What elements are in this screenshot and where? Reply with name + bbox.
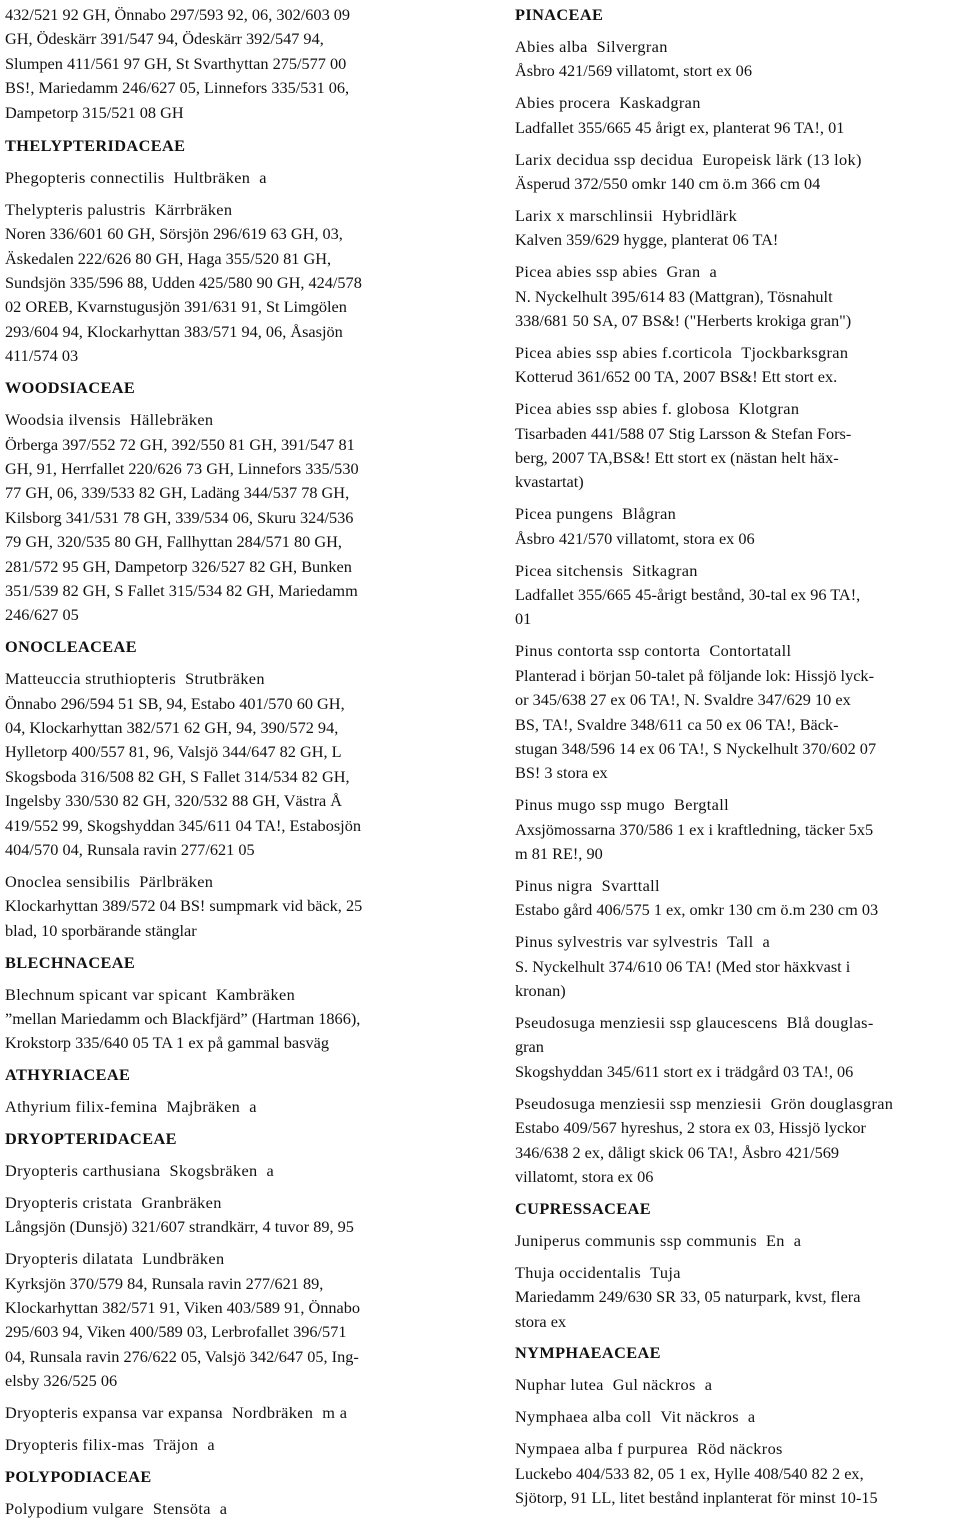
species-latin-name: Phegopteris connectilis (5, 167, 165, 187)
locality-line: Ladfallet 355/665 45 årigt ex, planterat 96 TA!, 01 (515, 117, 845, 137)
species-swedish-name: Hultbräken (173, 167, 251, 187)
species-entry (515, 1261, 955, 1334)
species-swedish-name: Träjon (153, 1435, 199, 1455)
species-header (515, 341, 955, 365)
locality-line: Kilsborg 341/531 78 GH, 339/534 06, Skuru 324/536 (5, 507, 354, 527)
species-latin-name: Dryopteris carthusiana (5, 1160, 161, 1180)
locality-line: 77 GH, 06, 339/533 82 GH, Ladäng 344/537 78 GH, (5, 483, 350, 503)
family-heading: WOODSIACEAE (5, 378, 136, 398)
locality-line: 04, Klockarhyttan 382/571 62 GH, 94, 390/572 94, (5, 717, 339, 737)
locality-line: 338/681 50 SA, 07 BS&! ("Herberts krokiga gran") (515, 310, 852, 330)
family-heading: NYMPHAEACEAE (515, 1343, 661, 1363)
locality-line: Åsbro 421/569 villatomt, stort ex 06 (515, 61, 752, 81)
species-entry (5, 166, 475, 190)
locality-line: 281/572 95 GH, Dampetorp 326/527 82 GH, Bunken (5, 556, 352, 576)
species-header (515, 639, 955, 663)
species-entry (515, 148, 955, 197)
family-heading: PINACEAE (515, 5, 604, 24)
species-latin-name: Larix decidua ssp decidua (515, 149, 694, 169)
species-swedish-name: Vit näckros (660, 1407, 739, 1427)
locality-line: Mariedamm 249/630 SR 33, 05 naturpark, kvst, flera (515, 1287, 861, 1307)
species-swedish-name: Kaskadgran (619, 93, 701, 113)
species-entry (515, 502, 955, 551)
locality-line: Kotterud 361/652 00 TA, 2007 BS&! Ett stort ex. (515, 367, 838, 387)
locality-line: Åsbro 421/570 villatomt, stora ex 06 (515, 528, 755, 548)
locality-line: elsby 326/525 06 (5, 1371, 118, 1391)
locality-line: Luckebo 404/533 82, 05 1 ex, Hylle 408/540 82 2 ex, (515, 1463, 864, 1483)
species-swedish-name: Contortatall (709, 641, 792, 661)
species-entry (515, 91, 955, 140)
species-header (515, 204, 955, 228)
species-entry (515, 1229, 955, 1253)
species-header (515, 1011, 955, 1035)
right-column (515, 3, 955, 1518)
species-header (5, 1401, 475, 1425)
locality-line: 79 GH, 320/535 80 GH, Fallhyttan 284/571 80 GH, (5, 532, 342, 552)
locality-line: Sundsjön 335/596 88, Udden 425/580 90 GH, 424/578 (5, 273, 362, 293)
species-header (5, 870, 475, 894)
species-header (5, 1497, 475, 1521)
family-heading: CUPRESSACEAE (515, 1198, 651, 1218)
species-header (5, 983, 475, 1007)
species-latin-name: Thuja occidentalis (515, 1262, 642, 1282)
species-header (515, 874, 955, 898)
locality-line: 293/604 94, Klockarhyttan 383/571 94, 06, Åsasjön (5, 321, 343, 341)
species-latin-name: Pinus sylvestris var sylvestris (515, 932, 719, 952)
species-latin-name: Dryopteris filix-mas (5, 1435, 145, 1455)
species-frequency: m a (322, 1403, 348, 1423)
locality-line: 295/603 94, Viken 400/589 03, Lerbrofallet 396/571 (5, 1322, 347, 1342)
family-heading: BLECHNACEAE (5, 952, 136, 972)
species-latin-name: Pinus contorta ssp contorta (515, 641, 701, 661)
species-latin-name: Picea pungens (515, 504, 614, 524)
species-header (5, 1159, 475, 1183)
locality-line: BS, TA!, Svaldre 348/611 ca 50 ex 06 TA!, Bäck- (515, 714, 839, 734)
species-swedish-name: Röd näckros (697, 1439, 783, 1459)
species-latin-name: Onoclea sensibilis (5, 871, 131, 891)
species-entry (5, 870, 475, 943)
locality-line: berg, 2007 TA,BS&! Ett stort ex (nästan helt häx- (515, 448, 839, 467)
species-entry (515, 341, 955, 390)
species-header (5, 408, 475, 432)
species-header (515, 793, 955, 817)
locality-line: 432/521 92 GH, Önnabo 297/593 92, 06, 302/603 09 (5, 5, 351, 24)
locality-line: Sjötorp, 91 LL, litet bestånd inplanterat för minst 10-15 (515, 1487, 878, 1507)
locality-line: BS! 3 stora ex (515, 763, 608, 783)
species-latin-name: Dryopteris cristata (5, 1192, 133, 1212)
species-latin-name: Blechnum spicant var spicant (5, 984, 207, 1004)
species-header (515, 91, 955, 115)
species-swedish-name: Gul näckros (612, 1375, 696, 1395)
species-latin-name: Picea abies ssp abies f. globosa (515, 399, 730, 419)
species-swedish-name: Tuja (650, 1262, 681, 1282)
species-swedish-name: Hällebräken (130, 410, 214, 430)
locality-line: 01 (515, 609, 532, 629)
species-entry (5, 408, 475, 628)
species-header (5, 1247, 475, 1271)
species-frequency: a (704, 1375, 713, 1395)
family-heading: THELYPTERIDACEAE (5, 136, 186, 156)
locality-line: 04, Runsala ravin 276/622 05, Valsjö 342/647 05, Ing- (5, 1346, 359, 1366)
species-entry (5, 667, 475, 862)
species-entry (515, 930, 955, 1003)
locality-line: or 345/638 27 ex 06 TA!, N. Svaldre 347/629 10 ex (515, 690, 851, 710)
locality-line: Noren 336/601 60 GH, Sörsjön 296/619 63 GH, 03, (5, 224, 343, 244)
paragraph (5, 3, 475, 125)
species-latin-name: Abies procera (515, 93, 611, 113)
species-header (515, 35, 955, 59)
species-latin-name: Juniperus communis ssp communis (515, 1230, 757, 1250)
species-header-continued: gran (515, 1037, 544, 1057)
species-latin-name: Pseudosuga menziesii ssp menziesii (515, 1093, 762, 1113)
locality-line: Ladfallet 355/665 45-årigt bestånd, 30-tal ex 96 TA!, (515, 585, 861, 605)
species-entry (515, 793, 955, 866)
species-swedish-name: Silvergran (596, 36, 668, 56)
locality-line: Slumpen 411/561 97 GH, St Svarthyttan 275/577 00 (5, 53, 347, 73)
species-latin-name: Polypodium vulgare (5, 1498, 144, 1518)
species-latin-name: Abies alba (515, 36, 588, 56)
species-entry (515, 1437, 955, 1510)
species-entry (5, 1433, 475, 1457)
locality-line: Kalven 359/629 hygge, planterat 06 TA! (515, 230, 779, 250)
left-column (5, 3, 475, 1529)
family-heading: ONOCLEACEAE (5, 637, 137, 657)
locality-line: Planterad i början 50-talet på följande lok: Hissjö lyck- (515, 665, 874, 685)
species-header (5, 166, 475, 190)
species-swedish-name: Kärrbräken (154, 199, 233, 219)
locality-line: Krokstorp 335/640 05 TA 1 ex på gammal basväg (5, 1033, 329, 1053)
species-latin-name: Nymphaea alba coll (515, 1407, 652, 1427)
locality-line: N. Nyckelhult 395/614 83 (Mattgran), Tösnahult (515, 286, 833, 306)
species-entry (515, 639, 955, 785)
locality-line: kvastartat) (515, 472, 584, 492)
species-swedish-name: Sitkagran (632, 560, 698, 580)
species-header (515, 1373, 955, 1397)
species-latin-name: Picea sitchensis (515, 560, 624, 580)
species-swedish-name: Strutbräken (185, 669, 265, 689)
species-swedish-name: Klotgran (738, 399, 800, 419)
species-frequency: a (207, 1435, 215, 1455)
species-latin-name: Picea abies ssp abies f.corticola (515, 342, 733, 362)
species-swedish-name: Tall (727, 932, 754, 952)
species-latin-name: Picea abies ssp abies (515, 262, 658, 282)
species-header (5, 1095, 475, 1119)
family-heading: POLYPODIACEAE (5, 1466, 152, 1486)
species-entry (515, 559, 955, 632)
species-latin-name: Athyrium filix-femina (5, 1097, 158, 1117)
locality-line: Hylletorp 400/557 81, 96, Valsjö 344/647 82 GH, L (5, 742, 342, 762)
species-header (515, 930, 955, 954)
species-entry (515, 1011, 955, 1084)
locality-line: Långsjön (Dunsjö) 321/607 strandkärr, 4 tuvor 89, 95 (5, 1217, 354, 1237)
family-heading: DRYOPTERIDACEAE (5, 1129, 177, 1149)
locality-line: Klockarhyttan 389/572 04 BS! sumpmark vid bäck, 25 (5, 896, 363, 916)
species-latin-name: Dryopteris expansa var expansa (5, 1403, 224, 1423)
species-entry (515, 1373, 955, 1397)
species-entry (5, 1159, 475, 1183)
species-latin-name: Matteuccia struthiopteris (5, 669, 177, 689)
species-entry (5, 1191, 475, 1240)
species-entry (515, 35, 955, 84)
locality-line: Önnabo 296/594 51 SB, 94, Estabo 401/570 60 GH, (5, 693, 345, 713)
species-swedish-name: Blå douglas- (786, 1013, 874, 1033)
species-entry (515, 874, 955, 923)
locality-line: 246/627 05 (5, 605, 79, 625)
species-swedish-name: Nordbräken (232, 1403, 314, 1423)
species-entry (5, 1497, 475, 1521)
species-swedish-name: Granbräken (141, 1192, 222, 1212)
species-swedish-name: Grön douglasgran (770, 1093, 894, 1113)
species-frequency: a (219, 1498, 228, 1518)
species-latin-name: Dryopteris dilatata (5, 1249, 134, 1269)
species-entry (515, 1405, 955, 1429)
species-entry (515, 204, 955, 253)
locality-line: Skogshyddan 345/611 stort ex i trädgård 03 TA!, 06 (515, 1061, 854, 1081)
species-latin-name: Pinus mugo ssp mugo (515, 795, 666, 815)
locality-line: m 81 RE!, 90 (515, 844, 603, 864)
species-frequency: a (762, 932, 771, 952)
species-frequency: a (249, 1097, 257, 1117)
species-swedish-name: Lundbräken (142, 1249, 225, 1269)
locality-line: Tisarbaden 441/588 07 Stig Larsson & Stefan Fors- (515, 423, 852, 443)
locality-line: 02 OREB, Kvarnstugusjön 391/631 91, St Limgölen (5, 297, 347, 317)
locality-line: Örberga 397/552 72 GH, 392/550 81 GH, 391/547 81 (5, 434, 355, 454)
species-entry (515, 397, 955, 495)
locality-line: Äskedalen 222/626 80 GH, Haga 355/520 81 GH, (5, 248, 332, 268)
species-header (5, 1191, 475, 1215)
locality-line: Skogsboda 316/508 82 GH, S Fallet 314/534 82 GH, (5, 766, 350, 786)
locality-line: 404/570 04, Runsala ravin 277/621 05 (5, 840, 255, 859)
species-header (515, 1261, 955, 1285)
species-swedish-name: Skogsbräken (169, 1160, 258, 1180)
locality-line: kronan) (515, 981, 566, 1001)
locality-line: Dampetorp 315/521 08 GH (5, 102, 184, 122)
species-header (5, 667, 475, 691)
species-header (515, 148, 955, 172)
species-swedish-name: Majbräken (166, 1097, 241, 1117)
locality-line: Estabo gård 406/575 1 ex, omkr 130 cm ö.m 230 cm 03 (515, 900, 879, 920)
species-header (515, 502, 955, 526)
locality-line: Kyrksjön 370/579 84, Runsala ravin 277/621 89, (5, 1273, 324, 1293)
species-swedish-name: Gran (666, 262, 701, 282)
species-swedish-name: Tjockbarksgran (741, 342, 849, 362)
locality-line: stora ex (515, 1311, 567, 1331)
species-entry (5, 1401, 475, 1425)
locality-line: 346/638 2 ex, dåligt skick 06 TA!, Åsbro 421/569 (515, 1142, 839, 1162)
family-heading: ATHYRIACEAE (5, 1065, 131, 1085)
species-header (5, 1433, 475, 1457)
species-entry (5, 1095, 475, 1119)
locality-line: GH, Ödeskärr 391/547 94, Ödeskärr 392/547 94, (5, 29, 324, 49)
locality-line: Äsperud 372/550 omkr 140 cm ö.m 366 cm 04 (515, 173, 821, 193)
species-latin-name: Nuphar lutea (515, 1375, 604, 1395)
locality-line: Ingelsby 330/530 82 GH, 320/532 88 GH, Västra Å (5, 791, 343, 811)
species-swedish-name: Blågran (622, 504, 677, 524)
locality-line: BS!, Mariedamm 246/627 05, Linnefors 335/531 06, (5, 78, 350, 98)
species-entry (515, 260, 955, 333)
species-swedish-name: Europeisk lärk (13 lok) (702, 149, 862, 169)
locality-line: Axsjömossarna 370/586 1 ex i kraftledning, täcker 5x5 (515, 819, 874, 839)
species-swedish-name: Hybridlärk (662, 205, 738, 225)
species-header (515, 559, 955, 583)
locality-line: 351/539 82 GH, S Fallet 315/534 82 GH, Mariedamm (5, 580, 358, 600)
species-frequency: a (266, 1160, 275, 1180)
species-swedish-name: Kambräken (215, 984, 296, 1004)
species-header (515, 1437, 955, 1461)
species-latin-name: Pseudosuga menziesii ssp glaucescens (515, 1013, 778, 1033)
species-frequency: a (793, 1230, 802, 1250)
species-latin-name: Woodsia ilvensis (5, 410, 121, 430)
species-swedish-name: Pärlbräken (139, 871, 214, 891)
locality-line: villatomt, stora ex 06 (515, 1166, 654, 1186)
locality-line: Estabo 409/567 hyreshus, 2 stora ex 03, Hissjö lyckor (515, 1118, 866, 1138)
species-latin-name: Larix x marschlinsii (515, 205, 654, 225)
species-header (5, 198, 475, 222)
species-swedish-name: Stensöta (152, 1498, 211, 1518)
species-latin-name: Nympaea alba f purpurea (515, 1439, 689, 1459)
locality-line: Klockarhyttan 382/571 91, Viken 403/589 91, Önnabo (5, 1298, 361, 1317)
species-header (515, 1405, 955, 1429)
locality-line: 411/574 03 (5, 346, 79, 366)
locality-line: GH, 91, Herrfallet 220/626 73 GH, Linnefors 335/530 (5, 458, 359, 478)
species-swedish-name: Bergtall (674, 795, 729, 815)
locality-line: blad, 10 sporbärande stänglar (5, 920, 197, 940)
locality-line: stugan 348/596 14 ex 06 TA!, S Nyckelhult 370/602 07 (515, 738, 877, 758)
species-entry (5, 983, 475, 1056)
species-header (515, 397, 955, 421)
species-frequency: a (709, 262, 718, 282)
species-latin-name: Thelypteris palustris (5, 199, 146, 219)
species-swedish-name: Svarttall (601, 876, 660, 895)
species-frequency: a (747, 1407, 756, 1427)
species-entry (515, 1092, 955, 1190)
species-entry (5, 198, 475, 369)
species-header (515, 260, 955, 284)
species-header (515, 1092, 955, 1116)
species-entry (5, 1247, 475, 1393)
locality-line: ”mellan Mariedamm och Blackfjärd” (Hartman 1866), (5, 1008, 361, 1028)
locality-line: 419/552 99, Skogshyddan 345/611 04 TA!, Estabosjön (5, 815, 361, 835)
locality-line: S. Nyckelhult 374/610 06 TA! (Med stor häxkvast i (515, 956, 851, 976)
species-header (515, 1229, 955, 1253)
species-latin-name: Pinus nigra (515, 876, 593, 895)
species-swedish-name: En (765, 1230, 785, 1250)
species-frequency: a (259, 167, 267, 187)
